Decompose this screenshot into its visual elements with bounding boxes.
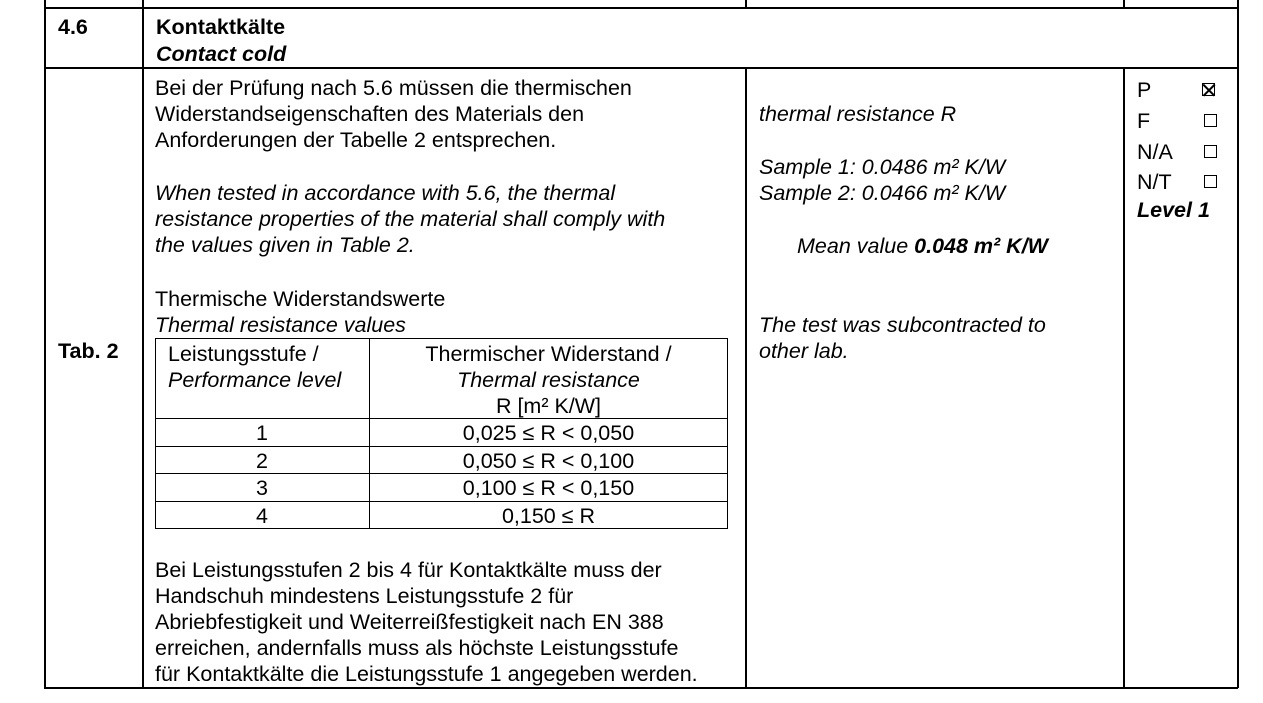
verdict-checkbox-p[interactable] bbox=[1202, 83, 1215, 96]
table-cell-level: 2 bbox=[256, 449, 268, 473]
table-cell-level: 4 bbox=[256, 504, 268, 528]
result-mean-value: 0.048 m² K/W bbox=[914, 234, 1048, 258]
col-border-2-top bbox=[745, 0, 747, 8]
thermal-resistance-table bbox=[155, 338, 728, 529]
verdict-level: Level 1 bbox=[1137, 198, 1210, 222]
inner-table-line bbox=[155, 338, 728, 339]
requirement-en-line: the values given in Table 2. bbox=[155, 233, 415, 257]
row-top-border bbox=[44, 7, 1238, 9]
verdict-label-f: F bbox=[1137, 109, 1151, 133]
verdict-checkbox-na[interactable] bbox=[1204, 145, 1217, 158]
requirement-de-line: Widerstandseigenschaften des Materials den bbox=[155, 102, 585, 126]
requirement-en-line: When tested in accordance with 5.6, the thermal bbox=[155, 181, 616, 205]
col-border-3 bbox=[1123, 67, 1125, 688]
result-label: thermal resistance R bbox=[759, 102, 957, 126]
table-title-de: Thermische Widerstandswerte bbox=[155, 287, 446, 311]
requirement-de-line: Bei der Prüfung nach 5.6 müssen die thermischen bbox=[155, 76, 632, 100]
table-cell-level: 1 bbox=[256, 421, 268, 445]
col2-header-en: Thermal resistance bbox=[457, 368, 640, 392]
table-cell-range: 0,100 ≤ R < 0,150 bbox=[462, 476, 635, 500]
col2-header-unit: R [m² K/W] bbox=[495, 394, 602, 418]
col1-header-de: Leistungsstufe / bbox=[168, 342, 319, 366]
col1-header-en: Performance level bbox=[168, 368, 342, 392]
verdict-checkbox-nt[interactable] bbox=[1204, 175, 1217, 188]
row-divider bbox=[44, 67, 1238, 69]
result-mean bbox=[797, 233, 1048, 259]
col-border-2 bbox=[745, 67, 747, 688]
note-de-line: für Kontaktkälte die Leistungsstufe 1 angegeben werden. bbox=[155, 662, 698, 686]
result-remark-line: other lab. bbox=[759, 339, 849, 363]
section-title-en: Contact cold bbox=[156, 42, 287, 66]
section-title-de: Kontaktkälte bbox=[156, 15, 286, 39]
table-cell-range: 0,150 ≤ R bbox=[501, 504, 596, 528]
verdict-checkbox-f[interactable] bbox=[1204, 114, 1217, 127]
result-mean-prefix: Mean value bbox=[797, 234, 915, 258]
col-border-1 bbox=[142, 0, 144, 688]
requirement-en-line: resistance properties of the material shall comply with bbox=[155, 207, 666, 231]
verdict-label-nt: N/T bbox=[1137, 170, 1172, 194]
col-border-right bbox=[1237, 0, 1239, 688]
row-bottom-border bbox=[44, 687, 1238, 689]
note-de-line: Abriebfestigkeit und Weiterreißfestigkeit nach EN 388 bbox=[155, 610, 664, 634]
inner-table-line bbox=[727, 338, 728, 529]
requirement-de-line: Anforderungen der Tabelle 2 entsprechen. bbox=[155, 128, 557, 152]
table-cell-level: 3 bbox=[256, 476, 268, 500]
col-border-3-top bbox=[1123, 0, 1125, 8]
clause-number: 4.6 bbox=[58, 15, 88, 39]
result-remark-line: The test was subcontracted to bbox=[759, 313, 1046, 337]
clause-ref: Tab. 2 bbox=[58, 339, 119, 363]
note-de-line: Handschuh mindestens Leistungsstufe 2 für bbox=[155, 584, 574, 608]
verdict-label-na: N/A bbox=[1137, 140, 1173, 164]
col2-header-de: Thermischer Widerstand / bbox=[425, 342, 672, 366]
verdict-label-p: P bbox=[1137, 78, 1152, 102]
col-border-left bbox=[44, 0, 46, 688]
note-de-line: erreichen, andernfalls muss als höchste Leistungsstufe bbox=[155, 636, 679, 660]
note-de-line: Bei Leistungsstufen 2 bis 4 für Kontaktkälte muss der bbox=[155, 558, 662, 582]
result-sample-1: Sample 1: 0.0486 m² K/W bbox=[759, 155, 1006, 179]
table-title-en: Thermal resistance values bbox=[155, 313, 406, 337]
result-sample-2: Sample 2: 0.0466 m² K/W bbox=[759, 181, 1006, 205]
table-cell-range: 0,025 ≤ R < 0,050 bbox=[462, 421, 635, 445]
table-cell-range: 0,050 ≤ R < 0,100 bbox=[462, 449, 635, 473]
